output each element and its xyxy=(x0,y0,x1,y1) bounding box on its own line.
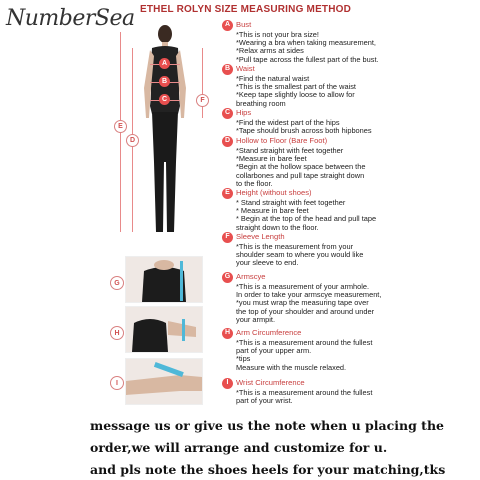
arm-circumference-photo xyxy=(125,306,203,353)
section-line: to the floor. xyxy=(236,178,273,188)
section-title: Sleeve Length xyxy=(236,232,285,242)
section-line: the top of your shoulder and around under xyxy=(236,306,375,316)
section-line: *Begin at the hollow space between the xyxy=(236,162,366,172)
label-d: D xyxy=(126,134,139,147)
page-title: ETHEL ROLYN SIZE MEASURING METHOD xyxy=(140,4,352,15)
section-line: *Find the natural waist xyxy=(236,74,310,83)
section-line: part of your upper arm. xyxy=(236,346,312,356)
wrist-image xyxy=(126,359,202,404)
section-armscye xyxy=(222,272,480,324)
section-line: *tips xyxy=(236,354,251,364)
section-title: Arm Circumference xyxy=(236,328,302,338)
section-line: *Pull tape across the fullest part of the bust. xyxy=(236,54,379,64)
section-line: * Stand straight with feet together xyxy=(236,198,346,207)
section-line: *Stand straight with feet together xyxy=(236,146,344,155)
section-sleeve-length xyxy=(222,232,480,268)
section-line: *This is the smallest part of the waist xyxy=(236,82,356,92)
section-hollow-to-floor xyxy=(222,136,480,188)
badge-h: H xyxy=(222,328,233,339)
customer-note-line: and pls note the shoes heels for your matching,tks xyxy=(90,462,446,477)
body-figure xyxy=(120,22,210,240)
section-wrist-circumference xyxy=(222,378,480,405)
brand-logo: NumberSea xyxy=(6,6,135,31)
section-line: shoulder seam to where you would like xyxy=(236,250,364,260)
model-silhouette xyxy=(120,22,210,240)
section-hips xyxy=(222,108,480,135)
section-line: *Relax arms at sides xyxy=(236,46,304,56)
badge-f: F xyxy=(222,232,233,243)
label-a: A xyxy=(159,58,170,69)
label-f: F xyxy=(196,94,209,107)
section-line: *Keep tape slightly loose to allow for xyxy=(236,90,355,100)
section-line: Measure with the muscle relaxed. xyxy=(236,362,347,372)
section-line: your sleeve to end. xyxy=(236,258,299,268)
armscye-photo xyxy=(125,256,203,303)
section-title: Wrist Circumference xyxy=(236,378,305,388)
photo-badge-g: G xyxy=(110,276,124,290)
section-line: straight down to the floor. xyxy=(236,222,319,232)
wrist-circumference-photo xyxy=(125,358,203,405)
section-line: * Begin at the top of the head and pull tape xyxy=(236,214,377,224)
badge-d: D xyxy=(222,136,233,147)
label-c: C xyxy=(159,94,170,105)
badge-b: B xyxy=(222,64,233,75)
customer-note-line: message us or give us the note when u placing the xyxy=(90,418,444,433)
photo-badge-i: I xyxy=(110,376,124,390)
section-title: Bust xyxy=(236,20,252,30)
arm-image xyxy=(126,307,202,352)
section-title: Height (without shoes) xyxy=(236,188,312,198)
photo-badge-h: H xyxy=(110,326,124,340)
section-line: part of your wrist. xyxy=(236,396,293,406)
section-arm-circumference xyxy=(222,328,480,372)
section-line: collarbones and pull tape straight down xyxy=(236,170,365,180)
armscye-image xyxy=(126,257,202,302)
badge-e: E xyxy=(222,188,233,199)
badge-g: G xyxy=(222,272,233,283)
section-height xyxy=(222,188,480,232)
section-line: *you must wrap the measuring tape over xyxy=(236,298,369,308)
section-line: *This is a measurement around the fullest xyxy=(236,388,373,397)
badge-c: C xyxy=(222,108,233,119)
section-line: *Tape should brush across both hipbones xyxy=(236,126,372,136)
badge-a: A xyxy=(222,20,233,31)
section-title: Hips xyxy=(236,108,252,118)
label-e: E xyxy=(114,120,127,133)
section-line: In order to take your armscye measurement, xyxy=(236,290,382,300)
section-line: *This is a measurement around the fullest xyxy=(236,338,373,347)
section-line: your armpit. xyxy=(236,314,276,324)
section-line: * Measure in bare feet xyxy=(236,206,309,216)
section-line: *This is not your bra size! xyxy=(236,30,319,39)
badge-i: I xyxy=(222,378,233,389)
section-line: *Wearing a bra when taking measurement, xyxy=(236,38,376,48)
section-title: Armscye xyxy=(236,272,266,282)
section-line: *Measure in bare feet xyxy=(236,154,307,164)
section-line: *This is the measurement from your xyxy=(236,242,354,251)
section-line: *Find the widest part of the hips xyxy=(236,118,340,127)
section-line: *This is a measurement of your armhole. xyxy=(236,282,370,291)
section-line: breathing room xyxy=(236,98,286,108)
section-title: Waist xyxy=(236,64,255,74)
section-waist xyxy=(222,64,480,108)
label-b: B xyxy=(159,76,170,87)
section-bust xyxy=(222,20,480,64)
customer-note-line: order,we will arrange and customize for u. xyxy=(90,440,388,455)
sleeve-line xyxy=(202,48,203,118)
section-title: Hollow to Floor (Bare Foot) xyxy=(236,136,328,146)
